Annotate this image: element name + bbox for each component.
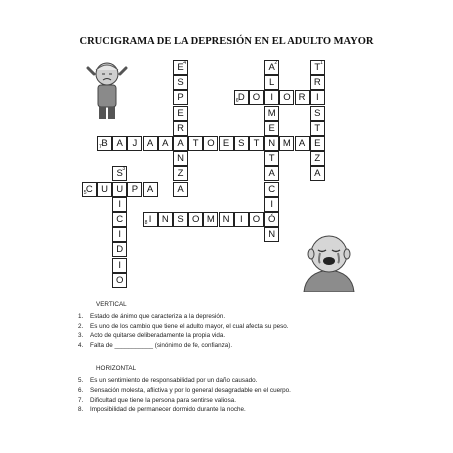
crossword-cell bbox=[173, 90, 188, 105]
crossword-cell bbox=[112, 227, 127, 242]
cell-letter: C bbox=[116, 214, 124, 225]
crossword-cell bbox=[234, 136, 249, 151]
crossword-cell bbox=[173, 212, 188, 227]
cell-letter: A bbox=[146, 138, 154, 149]
crossword-cell bbox=[264, 212, 279, 227]
cell-letter: M bbox=[282, 138, 291, 149]
cell-letter: I bbox=[315, 92, 319, 104]
cell-letter: S bbox=[177, 214, 184, 225]
crossword-cell bbox=[112, 273, 127, 288]
cell-letter: S bbox=[238, 138, 245, 149]
crossword-cell bbox=[143, 182, 158, 197]
crossword-cell bbox=[112, 258, 127, 273]
crossword-cell bbox=[112, 242, 127, 257]
vertical-clues bbox=[78, 312, 438, 350]
cell-letter: O bbox=[252, 92, 261, 104]
cell-letter: E bbox=[222, 138, 230, 149]
crossword-cell bbox=[112, 212, 127, 227]
crossword-cell bbox=[82, 182, 97, 197]
crossword-cell bbox=[97, 182, 112, 197]
crossword-cell bbox=[264, 166, 279, 181]
horizontal-clues bbox=[78, 376, 438, 414]
clue-vertical-4: 4. Falta de ___________ (sinónimo de fe, confianza). bbox=[78, 341, 233, 349]
cell-letter: E bbox=[177, 62, 184, 73]
cell-letter: T bbox=[268, 153, 275, 165]
clue-vertical-3: 3. Acto de quitarse deliberadamente la propia vida. bbox=[78, 332, 226, 340]
crossword-cell bbox=[310, 151, 325, 166]
crossword-cell bbox=[264, 90, 279, 105]
clue-horizontal-5: 5. Es un sentimiento de responsabilidad por un daño causado. bbox=[78, 377, 258, 385]
cell-letter: B bbox=[101, 138, 108, 149]
clue-horizontal-6: 6. Sensación molesta, aflictiva y por lo general desagradable en el cuerpo. bbox=[78, 386, 291, 394]
cell-letter: S bbox=[177, 77, 184, 89]
clue-number: 1 bbox=[320, 60, 323, 66]
crossword-cell bbox=[310, 60, 325, 75]
crossword-cell bbox=[264, 106, 279, 121]
crossword-cell bbox=[310, 90, 325, 105]
cell-letter: I bbox=[118, 198, 121, 210]
crossword-cell bbox=[279, 90, 294, 105]
cell-letter: N bbox=[222, 214, 230, 225]
crossword-cell bbox=[310, 166, 325, 181]
cell-letter: T bbox=[192, 138, 199, 149]
cell-letter: T bbox=[253, 138, 260, 149]
cell-letter: S bbox=[116, 168, 123, 180]
crossword-cell bbox=[264, 136, 279, 151]
clues-section bbox=[78, 298, 438, 415]
cell-letter: T bbox=[314, 122, 321, 134]
crossword-cell bbox=[310, 106, 325, 121]
clue-horizontal-8: 8. Imposibilidad de permanecer dormido durante la noche. bbox=[78, 406, 246, 414]
cell-letter: N bbox=[161, 214, 169, 225]
crossword-cell bbox=[158, 212, 173, 227]
cell-letter: P bbox=[131, 183, 139, 195]
crossword-cell bbox=[234, 212, 249, 227]
crossword-cell bbox=[173, 60, 188, 75]
crossword-cell bbox=[279, 136, 294, 151]
crossword-cell bbox=[249, 90, 264, 105]
crossword-cell bbox=[264, 151, 279, 166]
cell-letter: N bbox=[268, 138, 276, 149]
cell-letter: A bbox=[177, 138, 184, 149]
cell-letter: U bbox=[101, 183, 108, 195]
cell-letter: P bbox=[177, 92, 184, 104]
crossword-cell bbox=[310, 75, 325, 90]
cell-letter: R bbox=[298, 92, 306, 104]
cell-letter: O bbox=[252, 214, 261, 225]
cell-letter: Z bbox=[314, 153, 321, 165]
clue-number: 7 bbox=[99, 144, 102, 150]
crossword-cell bbox=[310, 121, 325, 136]
clue-number: 5 bbox=[83, 189, 87, 196]
clue-number: 2 bbox=[274, 60, 278, 66]
horizontal-heading: HORIZONTAL bbox=[96, 365, 137, 373]
crossword-cell bbox=[127, 182, 142, 197]
crossword-cell bbox=[219, 136, 234, 151]
clue-number: 3 bbox=[122, 166, 126, 173]
cell-letter: A bbox=[162, 138, 169, 149]
cell-letter: I bbox=[148, 214, 152, 225]
cell-letter: M bbox=[206, 214, 215, 225]
crossword-cell bbox=[295, 136, 310, 151]
crossword-cell bbox=[249, 212, 264, 227]
cell-letter: C bbox=[85, 183, 93, 195]
crossword-cell bbox=[173, 121, 188, 136]
crossword-cell bbox=[173, 75, 188, 90]
cell-letter: I bbox=[270, 198, 273, 210]
crossword-cell bbox=[173, 106, 188, 121]
crossword-cell bbox=[188, 136, 203, 151]
cell-letter: U bbox=[116, 183, 124, 195]
clue-number: 8 bbox=[144, 220, 148, 226]
cell-letter: A bbox=[268, 168, 275, 180]
cell-letter: Z bbox=[177, 168, 184, 180]
cell-letter: J bbox=[132, 138, 138, 149]
cell-letter: T bbox=[314, 62, 321, 73]
cell-letter: A bbox=[298, 138, 306, 149]
cell-letter: A bbox=[177, 183, 184, 195]
cell-letter: I bbox=[118, 259, 121, 271]
crossword-cell bbox=[112, 136, 127, 151]
cell-letter: A bbox=[146, 183, 154, 195]
clue-number: 6 bbox=[235, 98, 239, 105]
cell-letter: A bbox=[314, 168, 321, 180]
crossword-cell bbox=[143, 212, 158, 227]
crossword-cell bbox=[264, 121, 279, 136]
cell-letter: D bbox=[116, 244, 124, 256]
crossword-cell bbox=[173, 136, 188, 151]
cell-letter: E bbox=[177, 107, 184, 119]
clue-vertical-2: 2. Es uno de los cambio que tiene el adulto mayor, el cual afecta su peso. bbox=[78, 322, 289, 330]
vertical-heading: VERTICAL bbox=[96, 301, 127, 308]
cell-letter: O bbox=[207, 138, 215, 149]
cell-letter: O bbox=[283, 92, 291, 104]
crossword-cell bbox=[310, 136, 325, 151]
crossword-cell bbox=[249, 136, 264, 151]
cell-letter: N bbox=[177, 153, 184, 165]
crossword-cell bbox=[173, 182, 188, 197]
crossword-cell bbox=[188, 212, 203, 227]
crossword-cell bbox=[219, 212, 234, 227]
cell-letter: D bbox=[237, 92, 245, 104]
crossword-cell bbox=[264, 197, 279, 212]
crossword-cell bbox=[173, 151, 188, 166]
crossword-cell bbox=[264, 182, 279, 197]
crossword-cell bbox=[203, 212, 218, 227]
crossword-cell bbox=[112, 182, 127, 197]
crossword-cell bbox=[173, 166, 188, 181]
clue-vertical-1: 1. Estado de ánimo que caracteriza a la depresión. bbox=[78, 313, 226, 320]
cell-letter: E bbox=[268, 122, 275, 134]
cell-letter: N bbox=[268, 229, 276, 241]
cell-letter: L bbox=[269, 77, 275, 89]
crossword-cell bbox=[264, 60, 279, 75]
cell-letter: O bbox=[115, 274, 124, 286]
cell-letter: R bbox=[177, 122, 184, 134]
clue-number: 4 bbox=[183, 60, 186, 66]
crossword-cell bbox=[97, 136, 112, 151]
page-title: CRUCIGRAMA DE LA DEPRESIÓN EN EL ADULTO MAYOR bbox=[79, 36, 374, 47]
crossword-cell bbox=[234, 90, 249, 105]
cell-letter: M bbox=[267, 107, 276, 119]
cell-letter: I bbox=[239, 214, 243, 225]
cell-letter: E bbox=[314, 138, 321, 149]
cell-letter: A bbox=[268, 62, 275, 73]
cell-letter: S bbox=[314, 107, 321, 119]
cell-letter: A bbox=[116, 138, 123, 149]
crossword-cell bbox=[295, 90, 310, 105]
crossword-cell bbox=[127, 136, 142, 151]
cell-letter: R bbox=[313, 77, 321, 89]
crossword-cell bbox=[264, 227, 279, 242]
cell-letter: I bbox=[118, 229, 121, 241]
crossword-cell bbox=[264, 75, 279, 90]
cell-letter: C bbox=[268, 183, 276, 195]
crossword-cell bbox=[112, 197, 127, 212]
clue-horizontal-7: 7. Dificultad que tiene la persona para sentirse valiosa. bbox=[78, 396, 236, 404]
cell-letter: O bbox=[191, 214, 200, 225]
crossword-cell bbox=[203, 136, 218, 151]
crossword-cell bbox=[143, 136, 158, 151]
cell-letter: Ó bbox=[267, 214, 276, 225]
crossword-cell bbox=[112, 166, 127, 181]
cell-letter: I bbox=[270, 92, 273, 104]
crossword-cell bbox=[158, 136, 173, 151]
